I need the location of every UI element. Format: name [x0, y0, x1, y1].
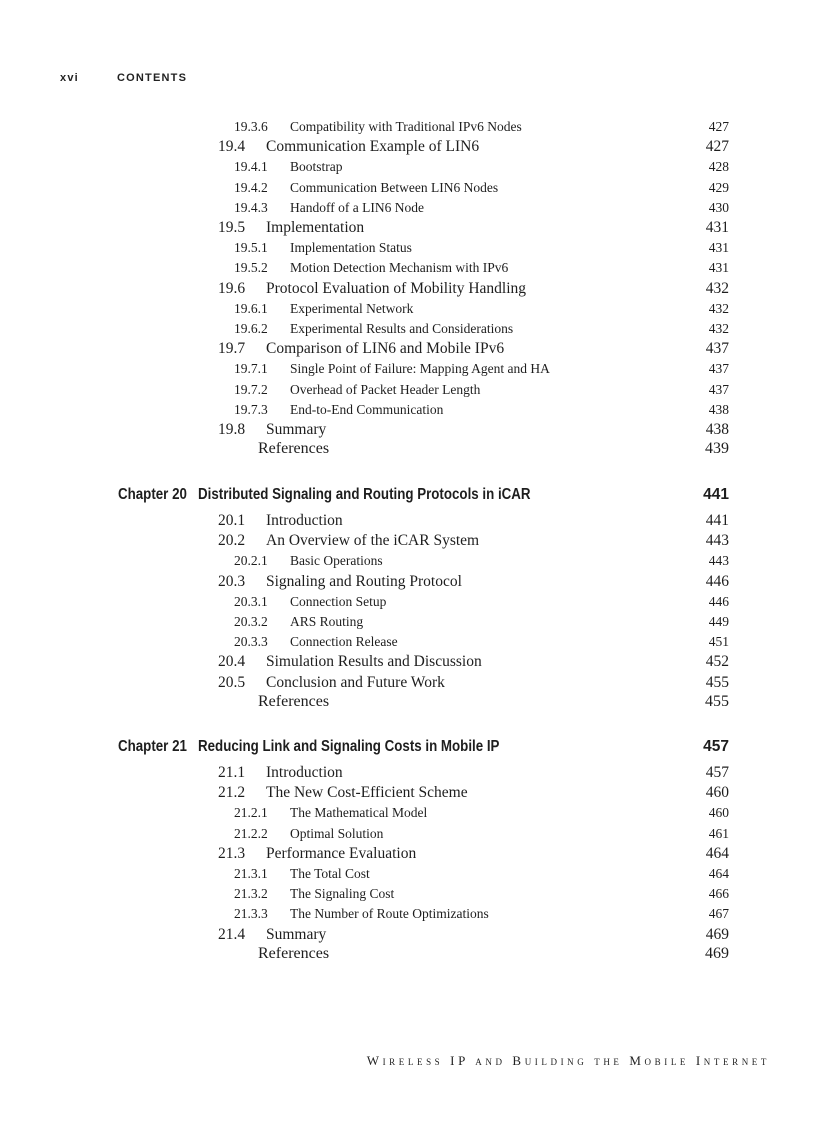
page-ref: 429	[708, 179, 729, 195]
page-ref: 469	[705, 925, 729, 943]
section-title: Summary	[266, 925, 327, 943]
chapter-21-page: 457	[703, 738, 729, 755]
page-ref: 464	[705, 844, 729, 862]
section-title: Optimal Solution	[290, 825, 384, 841]
section-title: References	[258, 944, 330, 962]
toc-entry[interactable]	[0, 279, 816, 299]
section-title: Summary	[266, 421, 327, 438]
section-number: 19.4	[218, 138, 246, 156]
page-ref: 467	[708, 906, 729, 922]
section-title: ARS Routing	[290, 614, 364, 629]
section-title: References	[258, 440, 330, 458]
toc-entry[interactable]	[0, 925, 816, 945]
section-number: 20.3.1	[234, 593, 268, 609]
toc-entry[interactable]	[0, 783, 816, 803]
section-number: 20.3	[218, 572, 246, 590]
section-title: Performance Evaluation	[266, 844, 417, 862]
toc-entry[interactable]	[0, 763, 816, 783]
section-number: 21.1	[218, 764, 246, 781]
page-ref: 437	[705, 340, 729, 358]
section-number: 19.6.1	[234, 300, 268, 316]
section-number: 20.2.1	[234, 553, 268, 569]
section-title: Communication Between LIN6 Nodes	[290, 179, 499, 195]
section-number: 20.2	[218, 532, 246, 550]
section-title: Introduction	[266, 764, 343, 781]
section-number: 19.7.1	[234, 361, 268, 377]
section-number: 19.4.2	[234, 179, 268, 195]
section-number: 21.3.1	[234, 866, 268, 881]
toc-entry[interactable]	[0, 673, 816, 693]
section-title: Protocol Evaluation of Mobility Handling	[266, 279, 527, 297]
page-ref: 427	[705, 138, 729, 156]
page-ref: 427	[708, 119, 729, 134]
section-title: Connection Release	[290, 634, 398, 650]
section-number: 19.5	[218, 219, 246, 236]
section-title: Conclusion and Future Work	[266, 673, 445, 691]
page-ref: 431	[708, 260, 729, 276]
running-footer: Wireless IP and Building the Mobile Internet	[366, 1053, 770, 1068]
section-number: 21.2.2	[234, 825, 268, 841]
section-title: The New Cost-Efficient Scheme	[266, 784, 468, 802]
toc-entry[interactable]	[0, 380, 816, 400]
section-title: Comparison of LIN6 and Mobile IPv6	[266, 340, 505, 358]
page-ref: 443	[708, 553, 729, 569]
chapter-21-title: Reducing Link and Signaling Costs in Mobile IP	[198, 738, 500, 755]
toc-entry[interactable]	[0, 844, 816, 864]
section-number: 20.4	[218, 653, 246, 671]
section-title: An Overview of the iCAR System	[266, 532, 480, 550]
toc-entry[interactable]	[0, 904, 816, 924]
section-number: 19.6	[218, 279, 246, 297]
page-ref: 449	[708, 614, 729, 629]
section-title: The Number of Route Optimizations	[290, 906, 489, 922]
toc-entry[interactable]	[0, 258, 816, 278]
page-ref: 431	[705, 219, 729, 236]
section-title: End-to-End Communication	[290, 401, 444, 417]
section-title: Overhead of Packet Header Length	[290, 381, 481, 397]
toc-entry[interactable]	[0, 511, 816, 531]
toc-entry[interactable]	[0, 803, 816, 823]
section-title: Signaling and Routing Protocol	[266, 572, 462, 590]
section-title: Handoff of a LIN6 Node	[290, 199, 424, 215]
toc-entry[interactable]	[0, 198, 816, 218]
page-ref: 455	[705, 692, 729, 710]
section-number: 21.3	[218, 844, 246, 862]
page-ref: 446	[708, 593, 729, 609]
page-ref: 432	[705, 279, 729, 297]
section-title: Communication Example of LIN6	[266, 138, 480, 156]
page-ref: 455	[705, 673, 729, 691]
section-title: Basic Operations	[290, 553, 383, 569]
page-ref: 460	[708, 805, 729, 821]
toc-entry[interactable]	[0, 218, 816, 238]
section-title: The Mathematical Model	[290, 805, 428, 821]
page-ref: 441	[705, 512, 729, 529]
chapter-21-heading[interactable]	[118, 736, 499, 758]
section-label: CONTENTS	[117, 72, 188, 84]
chapter-20-title: Distributed Signaling and Routing Protocols in iCAR	[198, 486, 531, 503]
section-title: Introduction	[266, 512, 343, 529]
chapter-21-label: Chapter 21	[118, 738, 187, 755]
page-ref: 438	[705, 421, 729, 438]
chapter-20-heading[interactable]	[118, 484, 531, 506]
section-number: 19.7	[218, 340, 246, 358]
section-number: 20.5	[218, 673, 246, 691]
section-number: 20.3.2	[234, 614, 268, 629]
page-ref: 457	[705, 764, 729, 781]
section-title: Implementation Status	[290, 240, 412, 256]
section-number: 19.6.2	[234, 321, 268, 336]
section-number: 20.3.3	[234, 634, 268, 650]
page-ref: 437	[708, 381, 729, 397]
toc-entry[interactable]	[0, 359, 816, 379]
section-title: Connection Setup	[290, 593, 387, 609]
section-number: 21.2	[218, 784, 246, 802]
section-title: The Signaling Cost	[290, 886, 395, 902]
toc-entry[interactable]	[0, 824, 816, 844]
page-ref: 446	[705, 572, 729, 590]
page-ref: 461	[708, 825, 729, 841]
toc-entry[interactable]	[0, 864, 816, 884]
page-ref: 451	[708, 634, 729, 650]
toc-entry[interactable]	[0, 531, 816, 551]
page-ref: 439	[705, 440, 729, 458]
toc-entry[interactable]	[0, 137, 816, 157]
section-number: 19.7.3	[234, 401, 268, 417]
section-title: Implementation	[266, 219, 365, 236]
section-title: Motion Detection Mechanism with IPv6	[290, 260, 509, 276]
section-number: 19.4.1	[234, 159, 268, 175]
section-number: 21.4	[218, 925, 246, 943]
section-number: 19.8	[218, 421, 246, 438]
toc-entry[interactable]	[0, 299, 816, 319]
toc-entry[interactable]	[0, 652, 816, 672]
section-number: 19.4.3	[234, 199, 268, 215]
page-ref: 431	[708, 240, 729, 256]
toc-entry[interactable]	[0, 238, 816, 258]
section-title: Experimental Network	[290, 300, 414, 316]
running-head	[60, 72, 187, 84]
toc-entry[interactable]	[0, 339, 816, 359]
toc-entry[interactable]	[0, 551, 816, 571]
toc-entry[interactable]	[0, 420, 816, 440]
page-ref: 430	[708, 199, 729, 215]
section-number: 21.3.2	[234, 886, 268, 902]
toc-entry[interactable]	[0, 319, 816, 339]
section-title: Single Point of Failure: Mapping Agent and HA	[290, 361, 550, 377]
toc-entry[interactable]	[0, 178, 816, 198]
page-ref: 443	[705, 532, 729, 550]
section-title: References	[258, 692, 330, 710]
toc-entry[interactable]	[0, 945, 816, 965]
page-ref: 452	[705, 653, 729, 671]
page-ref: 438	[708, 401, 729, 417]
toc-entry[interactable]	[0, 884, 816, 904]
page-ref: 437	[708, 361, 729, 377]
page-ref: 460	[705, 784, 729, 802]
section-title: Compatibility with Traditional IPv6 Nodes	[290, 119, 522, 134]
section-number: 21.2.1	[234, 805, 268, 821]
section-title: The Total Cost	[290, 866, 370, 881]
toc-entry[interactable]	[0, 632, 816, 652]
toc-entry[interactable]	[0, 117, 816, 137]
page-ref: 466	[708, 886, 729, 902]
chapter-20-label: Chapter 20	[118, 486, 187, 503]
section-title: Bootstrap	[290, 159, 343, 175]
page-ref: 432	[708, 321, 729, 336]
page-number: xvi	[60, 72, 79, 84]
toc-entry[interactable]	[0, 612, 816, 632]
page-ref: 428	[708, 159, 729, 175]
toc-entry[interactable]	[0, 592, 816, 612]
toc-entry[interactable]	[0, 400, 816, 420]
chapter-20-page: 441	[703, 486, 729, 503]
section-number: 19.5.2	[234, 260, 268, 276]
section-number: 19.7.2	[234, 381, 268, 397]
page-ref: 464	[708, 866, 729, 881]
toc-entry[interactable]	[0, 693, 816, 713]
section-number: 19.3.6	[234, 119, 268, 134]
toc-entry[interactable]	[0, 157, 816, 177]
page-ref: 469	[705, 944, 729, 962]
toc-entry[interactable]	[0, 572, 816, 592]
section-number: 20.1	[218, 512, 246, 529]
section-number: 19.5.1	[234, 240, 268, 256]
section-title: Experimental Results and Considerations	[290, 321, 514, 336]
page-ref: 432	[708, 300, 729, 316]
section-title: Simulation Results and Discussion	[266, 653, 482, 671]
section-number: 21.3.3	[234, 906, 268, 922]
toc-entry[interactable]	[0, 440, 816, 460]
